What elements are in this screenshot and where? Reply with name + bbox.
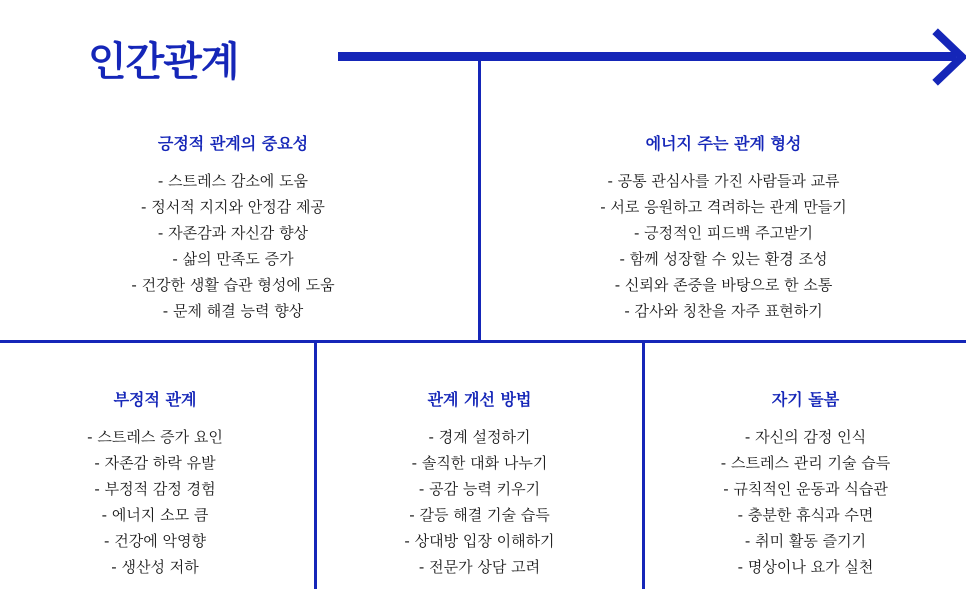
list-item: - 자존감과 자신감 향상	[157, 224, 309, 242]
list-item: - 생산성 저하	[111, 558, 199, 576]
list-item: - 취미 활동 즐기기	[744, 532, 867, 550]
list-item: - 규칙적인 운동과 식습관	[723, 480, 888, 498]
list-item: - 솔직한 대화 나누기	[411, 454, 548, 472]
item-list	[645, 424, 966, 580]
section-energizing-relationships	[481, 131, 966, 324]
list-item: - 정서적 지지와 안정감 제공	[141, 198, 325, 216]
list-item: - 신뢰와 존중을 바탕으로 한 소통	[614, 276, 833, 294]
horizontal-divider	[0, 340, 966, 343]
list-item: - 상대방 입장 이해하기	[404, 532, 555, 550]
list-item: - 자존감 하락 유발	[94, 454, 216, 472]
arrow-head-icon	[932, 30, 966, 84]
list-item: - 명상이나 요가 실천	[737, 558, 874, 576]
list-item: - 스트레스 관리 기술 습득	[720, 454, 891, 472]
list-item: - 건강한 생활 습관 형성에 도움	[131, 276, 335, 294]
section-heading: 관계 개선 방법	[427, 390, 532, 409]
item-list	[481, 168, 966, 324]
section-negative-relationships	[0, 387, 310, 580]
section-heading: 에너지 주는 관계 형성	[645, 134, 802, 153]
list-item: - 에너지 소모 큼	[101, 506, 209, 524]
section-heading: 긍정적 관계의 중요성	[157, 134, 309, 153]
section-positive-relationships	[0, 131, 466, 324]
list-item: - 경계 설정하기	[428, 428, 531, 446]
list-item: - 스트레스 감소에 도움	[157, 172, 309, 190]
section-heading: 부정적 관계	[113, 390, 197, 409]
list-item: - 자신의 감정 인식	[744, 428, 867, 446]
section-self-care	[645, 387, 966, 580]
list-item: - 부정적 감정 경험	[94, 480, 216, 498]
list-item: - 감사와 칭찬을 자주 표현하기	[624, 302, 823, 320]
list-item: - 건강에 악영향	[104, 532, 206, 550]
list-item: - 충분한 휴식과 수면	[737, 506, 874, 524]
list-item: - 문제 해결 능력 향상	[162, 302, 304, 320]
page-title: 인간관계	[88, 39, 239, 85]
item-list	[317, 424, 642, 580]
item-list	[0, 424, 310, 580]
list-item: - 스트레스 증가 요인	[87, 428, 223, 446]
list-item: - 공감 능력 키우기	[418, 480, 541, 498]
top-arrow-line	[338, 52, 956, 61]
list-item: - 전문가 상담 고려	[418, 558, 541, 576]
list-item: - 갈등 해결 기술 습득	[409, 506, 550, 524]
list-item: - 삶의 만족도 증가	[172, 250, 294, 268]
section-relationship-improvement	[317, 387, 642, 580]
list-item: - 함께 성장할 수 있는 환경 조성	[619, 250, 828, 268]
list-item: - 긍정적인 피드백 주고받기	[633, 224, 814, 242]
list-item: - 공통 관심사를 가진 사람들과 교류	[607, 172, 840, 190]
section-heading: 자기 돌봄	[771, 390, 840, 409]
item-list	[0, 168, 466, 324]
list-item: - 서로 응원하고 격려하는 관계 만들기	[600, 198, 847, 216]
